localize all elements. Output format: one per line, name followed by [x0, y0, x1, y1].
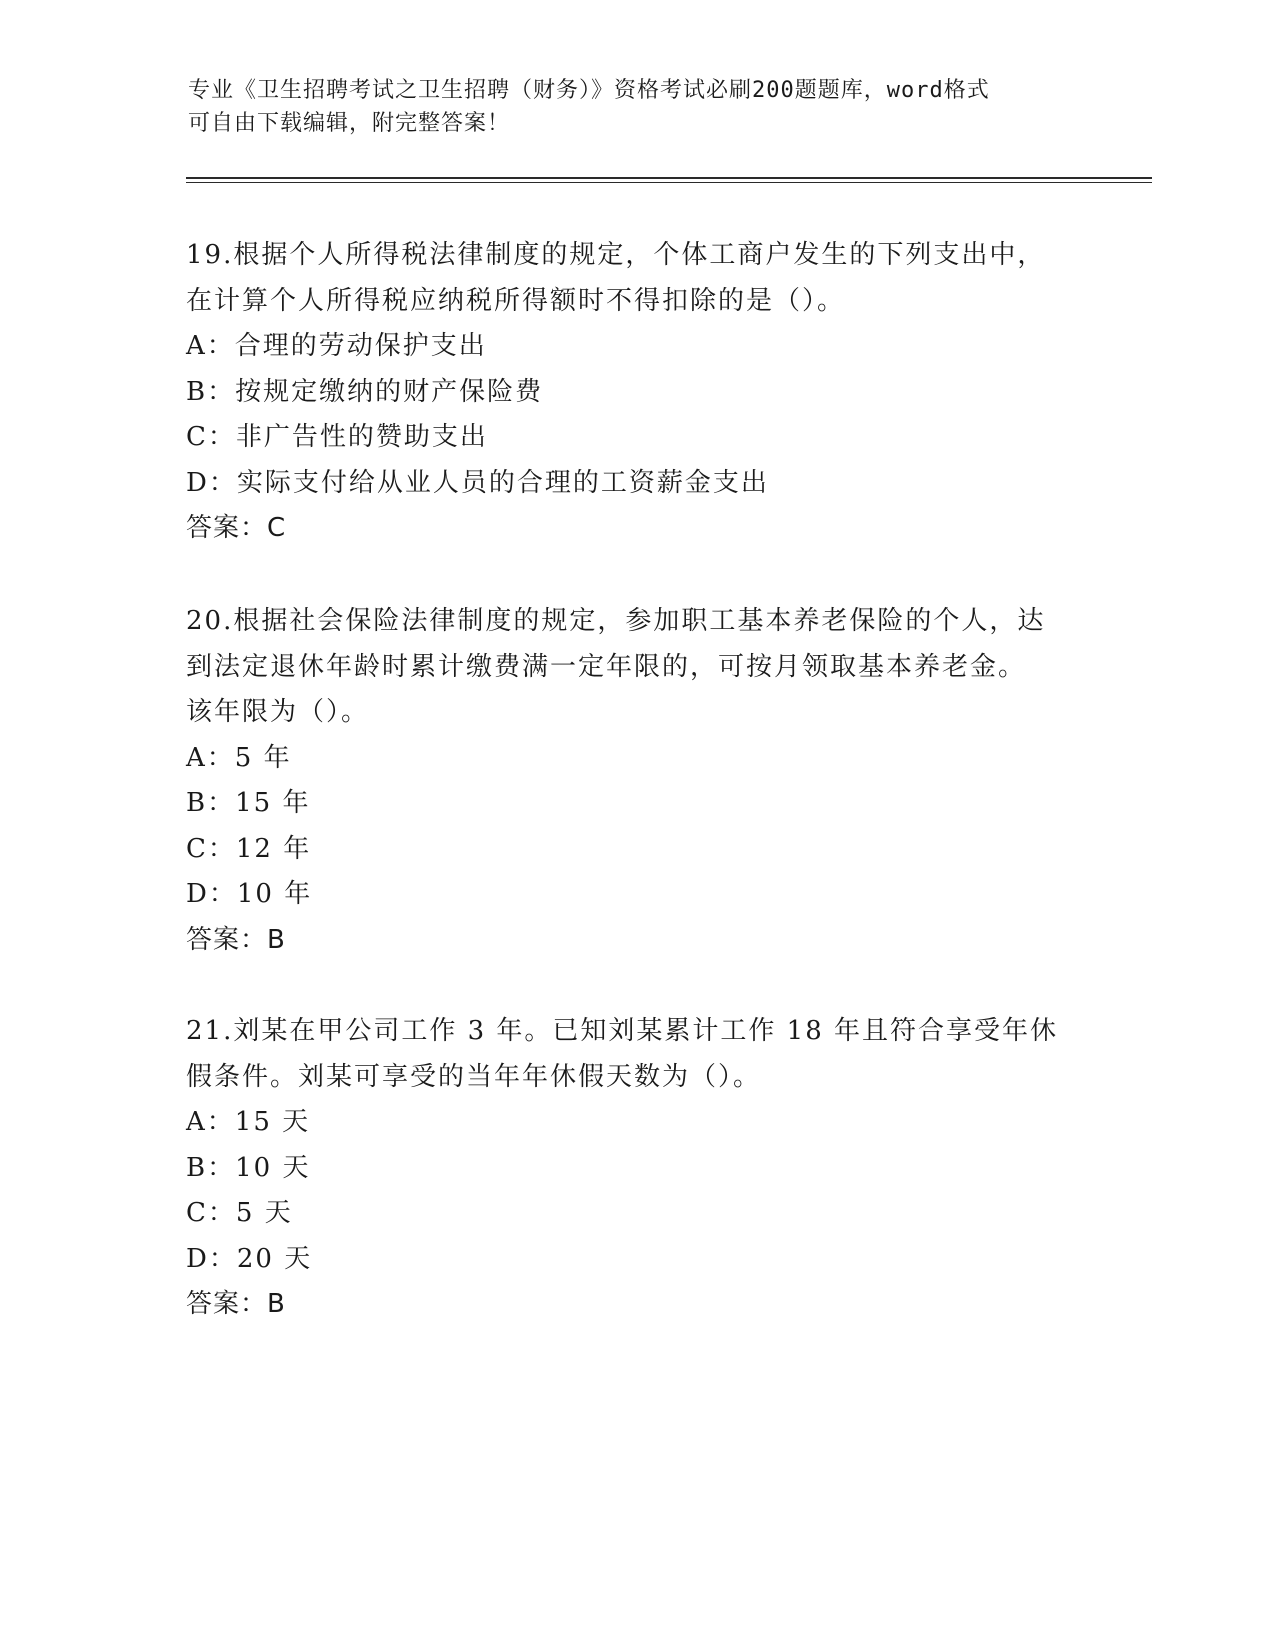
question-21: [186, 1009, 1106, 1328]
answer-text: 答案：B: [186, 924, 286, 955]
question-text-line: 20.根据社会保险法律制度的规定，参加职工基本养老保险的个人，达: [186, 606, 1046, 636]
answer-text: 答案：C: [186, 513, 287, 543]
question-text-line: 到法定退休年龄时累计缴费满一定年限的，可按月领取基本养老金。: [186, 651, 1027, 682]
document-header: [188, 74, 1068, 140]
option-c: C：5 天: [186, 1198, 293, 1228]
option-b: B：10 天: [186, 1152, 311, 1183]
option-b: B：按规定缴纳的财产保险费: [186, 376, 544, 407]
question-19: [186, 233, 1106, 552]
question-text-line: 在计算个人所得税应纳税所得额时不得扣除的是（）。: [186, 285, 846, 316]
option-b: B：15 年: [186, 788, 311, 818]
header-line-2: 可自由下载编辑，附完整答案！: [188, 111, 511, 136]
option-d: D：实际支付给从业人员的合理的工资薪金支出: [186, 467, 769, 498]
option-a: A：15 天: [186, 1107, 311, 1137]
question-text-line: 该年限为（）。: [186, 697, 370, 727]
option-c: C：非广告性的赞助支出: [186, 422, 488, 452]
option-c: C：12 年: [186, 833, 312, 864]
question-text-line: 19.根据个人所得税法律制度的规定，个体工商户发生的下列支出中，: [186, 240, 1046, 270]
header-line-1: 专业《卫生招聘考试之卫生招聘（财务）》资格考试必刷200题题库，word格式: [188, 78, 990, 103]
question-text-line: 21.刘某在甲公司工作 3 年。已知刘某累计工作 18 年且符合享受年休: [186, 1016, 1059, 1046]
option-a: A：合理的劳动保护支出: [186, 331, 487, 361]
answer-text: 答案：B: [186, 1289, 286, 1319]
question-text-line: 假条件。刘某可享受的当年年休假天数为（）。: [186, 1061, 762, 1092]
option-a: A：5 年: [186, 742, 292, 773]
header-divider: [186, 177, 1152, 183]
option-d: D：10 年: [186, 879, 313, 909]
question-20: [186, 599, 1106, 963]
option-d: D：20 天: [186, 1243, 313, 1274]
